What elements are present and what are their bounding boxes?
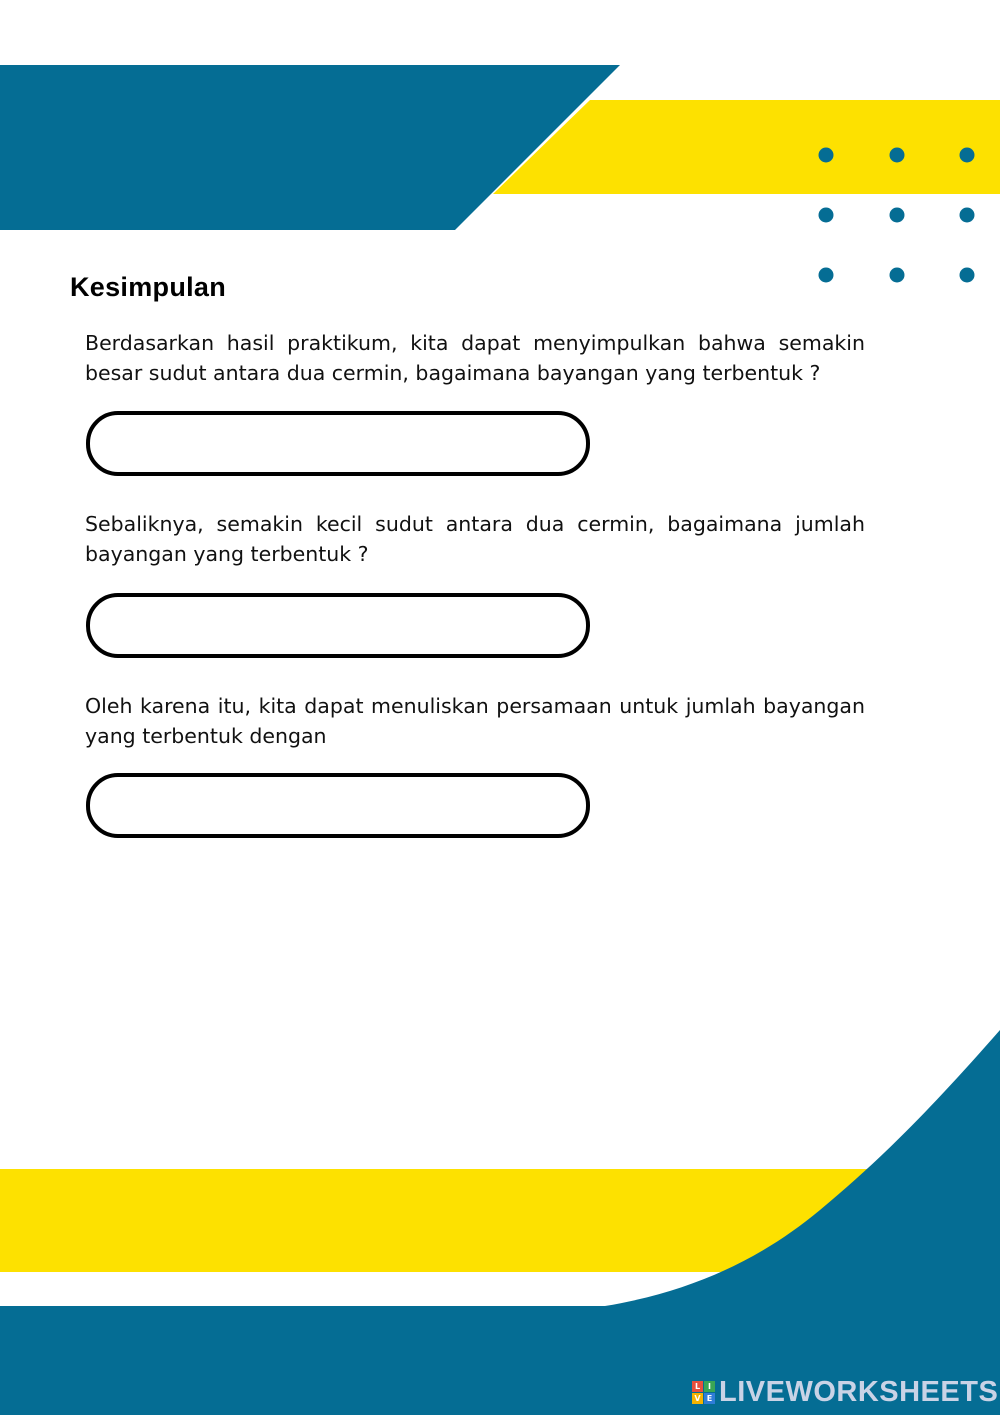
- liveworksheets-logo: [692, 1376, 998, 1408]
- question-1-text: Berdasarkan hasil praktikum, kita dapat menyimpulkan bahwa semakin besar sudut antara dua cermin, bagaimana bayangan yang terbentuk ?: [85, 331, 865, 385]
- answer-field-2[interactable]: [86, 593, 590, 658]
- question-2-text: Sebaliknya, semakin kecil sudut antara dua cermin, bagaimana jumlah bayangan yang terbentuk ?: [85, 512, 865, 566]
- logo-letter-i: I: [704, 1381, 715, 1392]
- logo-letter-v: V: [692, 1393, 703, 1404]
- logo-letter-l: L: [692, 1381, 703, 1392]
- top-blue-banner: [0, 65, 620, 230]
- logo-text: LIVEWORKSHEETS: [719, 1375, 999, 1408]
- answer-field-1[interactable]: [86, 411, 590, 476]
- page-title: Kesimpulan: [70, 272, 227, 302]
- question-3-text: Oleh karena itu, kita dapat menuliskan persamaan untuk jumlah bayangan yang terbentuk dengan: [85, 694, 865, 748]
- answer-field-3[interactable]: [86, 773, 590, 838]
- logo-letter-e: E: [704, 1393, 715, 1404]
- liveworksheets-logo-icon: [692, 1381, 715, 1404]
